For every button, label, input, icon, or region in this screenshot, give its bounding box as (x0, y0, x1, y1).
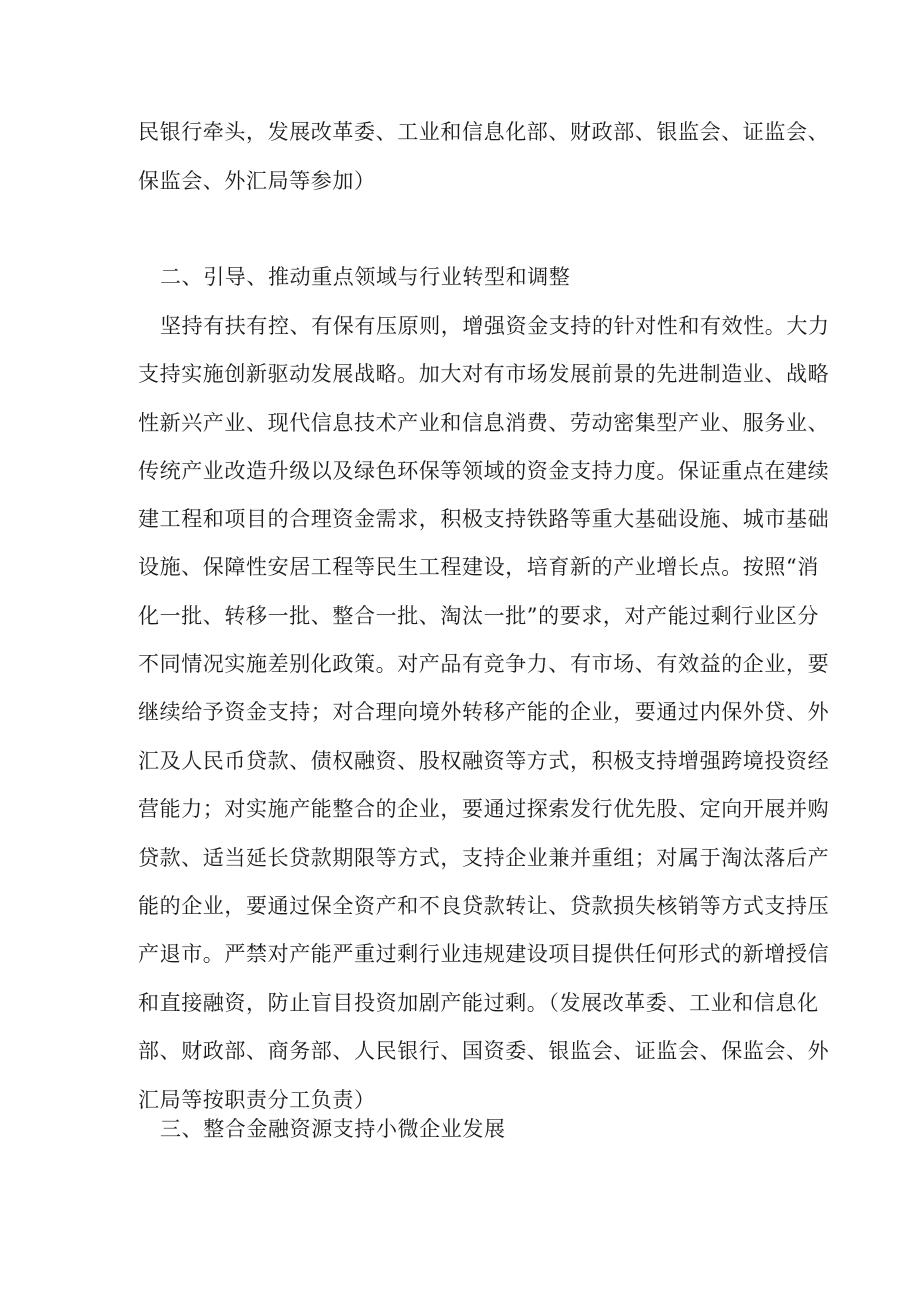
section-heading-3: 三、整合金融资源支持小微企业发展 (160, 1117, 506, 1141)
paragraph-line-1: 坚持有扶有控、有保有压原则，增强资金支持的针对性和有效性。大力 (160, 314, 830, 338)
text-line-1: 民银行牵头，发展改革委、工业和信息化部、财政部、银监会、证监会、 (138, 120, 830, 144)
paragraph-line-6: 设施、保障性安居工程等民生工程建设，培育新的产业增长点。按照“消 (138, 555, 819, 579)
paragraph-line-4: 传统产业改造升级以及绿色环保等领域的资金支持力度。保证重点在建续 (138, 459, 830, 483)
paragraph-line-13: 能的企业，要通过保全资产和不良贷款转让、贷款损失核销等方式支持压 (138, 894, 830, 918)
paragraph-line-15: 和直接融资，防止盲目投资加剧产能过剩。（发展改革委、工业和信息化 (138, 991, 819, 1015)
paragraph-line-5: 建工程和项目的合理资金需求，积极支持铁路等重大基础设施、城市基础 (138, 507, 830, 531)
paragraph-line-8: 不同情况实施差别化政策。对产品有竞争力、有市场、有效益的企业，要 (138, 652, 830, 676)
paragraph-line-2: 支持实施创新驱动发展战略。加大对有市场发展前景的先进制造业、战略 (138, 362, 830, 386)
paragraph-line-10: 汇及人民币贷款、债权融资、股权融资等方式，积极支持增强跨境投资经 (138, 749, 830, 773)
paragraph-line-17: 汇局等按职责分工负责） (138, 1088, 376, 1112)
paragraph-line-12: 贷款、适当延长贷款期限等方式，支持企业兼并重组；对属于淘汰落后产 (138, 846, 830, 870)
paragraph-line-11: 营能力；对实施产能整合的企业，要通过探索发行优先股、定向开展并购 (138, 797, 830, 821)
paragraph-line-3: 性新兴产业、现代信息技术产业和信息消费、劳动密集型产业、服务业、 (138, 411, 830, 435)
text-line-2: 保监会、外汇局等参加） (138, 169, 376, 193)
paragraph-line-14: 产退市。严禁对产能严重过剩行业违规建设项目提供任何形式的新增授信 (138, 942, 830, 966)
paragraph-line-7: 化一批、转移一批、整合一批、淘汰一批”的要求，对产能过剩行业区分 (138, 604, 819, 628)
paragraph-line-9: 继续给予资金支持；对合理向境外转移产能的企业，要通过内保外贷、外 (138, 700, 830, 724)
paragraph-line-16: 部、财政部、商务部、人民银行、国资委、银监会、证监会、保监会、外 (138, 1039, 830, 1063)
section-heading-2: 二、引导、推动重点领域与行业转型和调整 (160, 265, 571, 289)
